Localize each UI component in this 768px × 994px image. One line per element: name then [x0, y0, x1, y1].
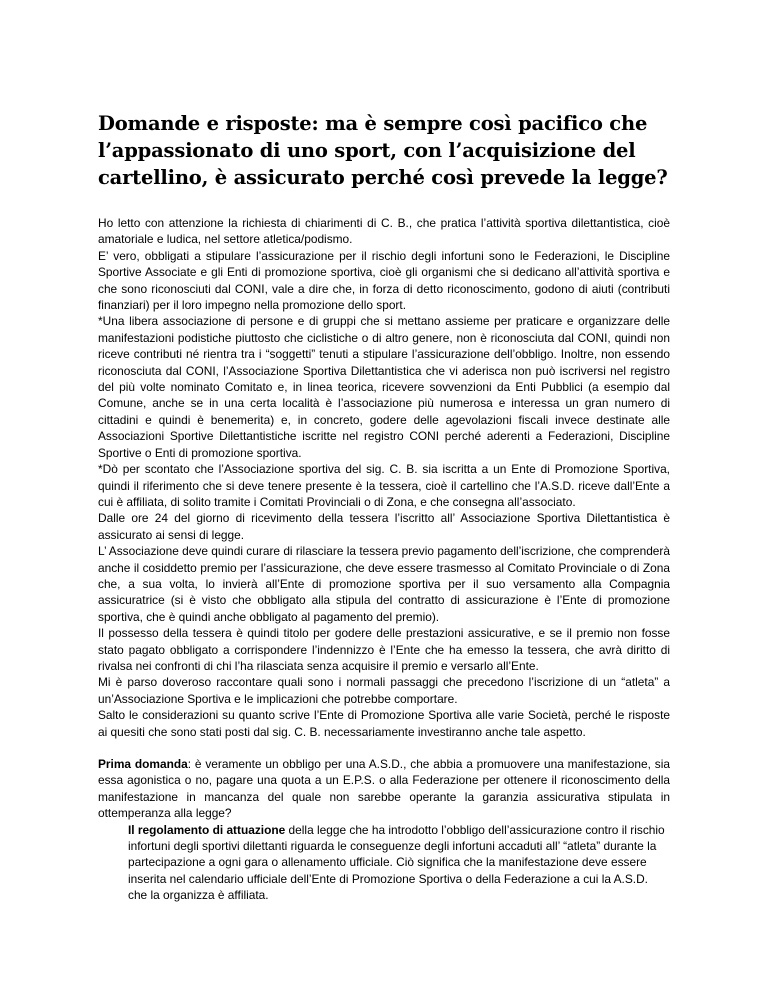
body-paragraph: *Una libera associazione di persone e di gruppi che si mettano assieme per praticare e organizzare delle manifestazioni podistiche piuttosto che ciclistiche o di altro genere, non è riconosciuta dal CONI, quindi non riceve contributi né rientra tra i “soggetti” tenuti a stipulare l’assicurazione dell’obbligo. Inoltre, non essendo riconosciuta dal CONI, l’Associazione Sportiva Dilettantistica che vi aderisca non può iscriversi nel registro del più volte nominato Comitato e, in linea teorica, ricevere sovvenzioni da Enti Pubblici (a esempio dal Comune, anche se in una certa località è l’associazione più numerosa e interessa un gran numero di cittadini e quindi è benemerita) e, in concreto, godere delle agevolazioni fiscali invece destinate alle Associazioni Sportive Dilettantistiche iscritte nel registro CONI perché aderenti a Federazioni, Discipline Sportive o Enti di promozione sportiva.: [98, 314, 670, 460]
answer-text: della legge che ha introdotto l’obbligo dell’assicurazione contro il rischio infortuni degli sportivi dilettanti riguarda le conseguenze degli infortuni accaduti all’ “atleta” durante la partecipazione a ogni gara o allenamento ufficiale. Ciò significa che la manifestazione deve essere inserita nel calendario ufficiale dell’Ente di Promozione Sportiva o della Federazione a cui la A.S.D. che la organizza è affiliata.: [128, 822, 665, 903]
document-body: [98, 215, 670, 904]
question-text: : è veramente un obbligo per una A.S.D., che abbia a promuovere una manifestazione, sia essa agonistica o no, pagare una quota a un E.P.S. o alla Federazione per ottenere il riconoscimento della manifestazione in mancanza del quale non sarebbe operante la garanzia assicurativa stipulata in ottemperanza alla legge?: [98, 757, 670, 821]
answer-label: Il regolamento di attuazione: [128, 822, 286, 837]
body-paragraph: Dalle ore 24 del giorno di ricevimento della tessera l’iscritto all’ Associazione Sportiva Dilettantistica è assicurato ai sensi di legge.: [98, 511, 670, 542]
question-label: Prima domanda: [98, 757, 188, 771]
document-title: Domande e risposte: ma è sempre così pacifico che l’appassionato di uno sport, con l’acquisizione del cartellino, è assicurato perché così prevede la legge?: [98, 112, 668, 189]
body-paragraph: *Dò per scontato che l’Associazione sportiva del sig. C. B. sia iscritta a un Ente di Promozione Sportiva, quindi il riferimento che si deve tenere presente è la tessera, cioè il cartellino che l’A.S.D. riceve dall’Ente a cui è affiliata, di solito tramite i Comitati Provinciali o di Zona, e che consegna all’associato.: [98, 462, 670, 509]
document-page: [98, 110, 670, 904]
body-paragraph: Il possesso della tessera è quindi titolo per godere delle prestazioni assicurative, e se il premio non fosse stato pagato obbligato a corrispondere l’indennizzo è l’Ente che ha emesso la tessera, che avrà diritto di rivalsa nei confronti di chi l’ha rilasciata senza acquisire il premio e versarlo all’Ente.: [98, 626, 670, 673]
paragraph-spacer: [98, 740, 670, 756]
answer-paragraph: [128, 822, 670, 904]
body-paragraph: Salto le considerazioni su quanto scrive l’Ente di Promozione Sportiva alle varie Società, perché le risposte ai quesiti che sono stati posti dal sig. C. B. necessariamente investiranno anche tale aspetto.: [98, 708, 670, 739]
body-paragraph: Mi è parso doveroso raccontare quali sono i normali passaggi che precedono l’iscrizione di un “atleta” a un’Associazione Sportiva e le implicazioni che potrebbe comportare.: [98, 675, 670, 706]
body-paragraph: E’ vero, obbligati a stipulare l’assicurazione per il rischio degli infortuni sono le Federazioni, le Discipline Sportive Associate e gli Enti di promozione sportiva, cioè gli organismi che si dedicano all’attività sportiva e che sono riconosciuti dal CONI, vale a dire che, in forza di detto riconoscimento, godono di aiuti (contributi finanziari) per il loro impegno nella promozione dello sport.: [98, 248, 670, 313]
body-paragraph: L’ Associazione deve quindi curare di rilasciare la tessera previo pagamento dell’iscrizione, che comprenderà anche il cosiddetto premio per l’assicurazione, che deve essere trasmesso al Comitato Provinciale o di Zona che, a sua volta, lo invierà all’Ente di promozione sportiva per il suo versamento alla Compagnia assicuratrice (si è visto che obbligato alla stipula del contratto di assicurazione è l’Ente di promozione sportiva, che è quindi anche obbligato al pagamento del premio).: [98, 544, 670, 624]
body-paragraph: Ho letto con attenzione la richiesta di chiarimenti di C. B., che pratica l’attività sportiva dilettantistica, cioè amatoriale e ludica, nel settore atletica/podismo.: [98, 216, 670, 247]
question-paragraph: [98, 756, 670, 822]
